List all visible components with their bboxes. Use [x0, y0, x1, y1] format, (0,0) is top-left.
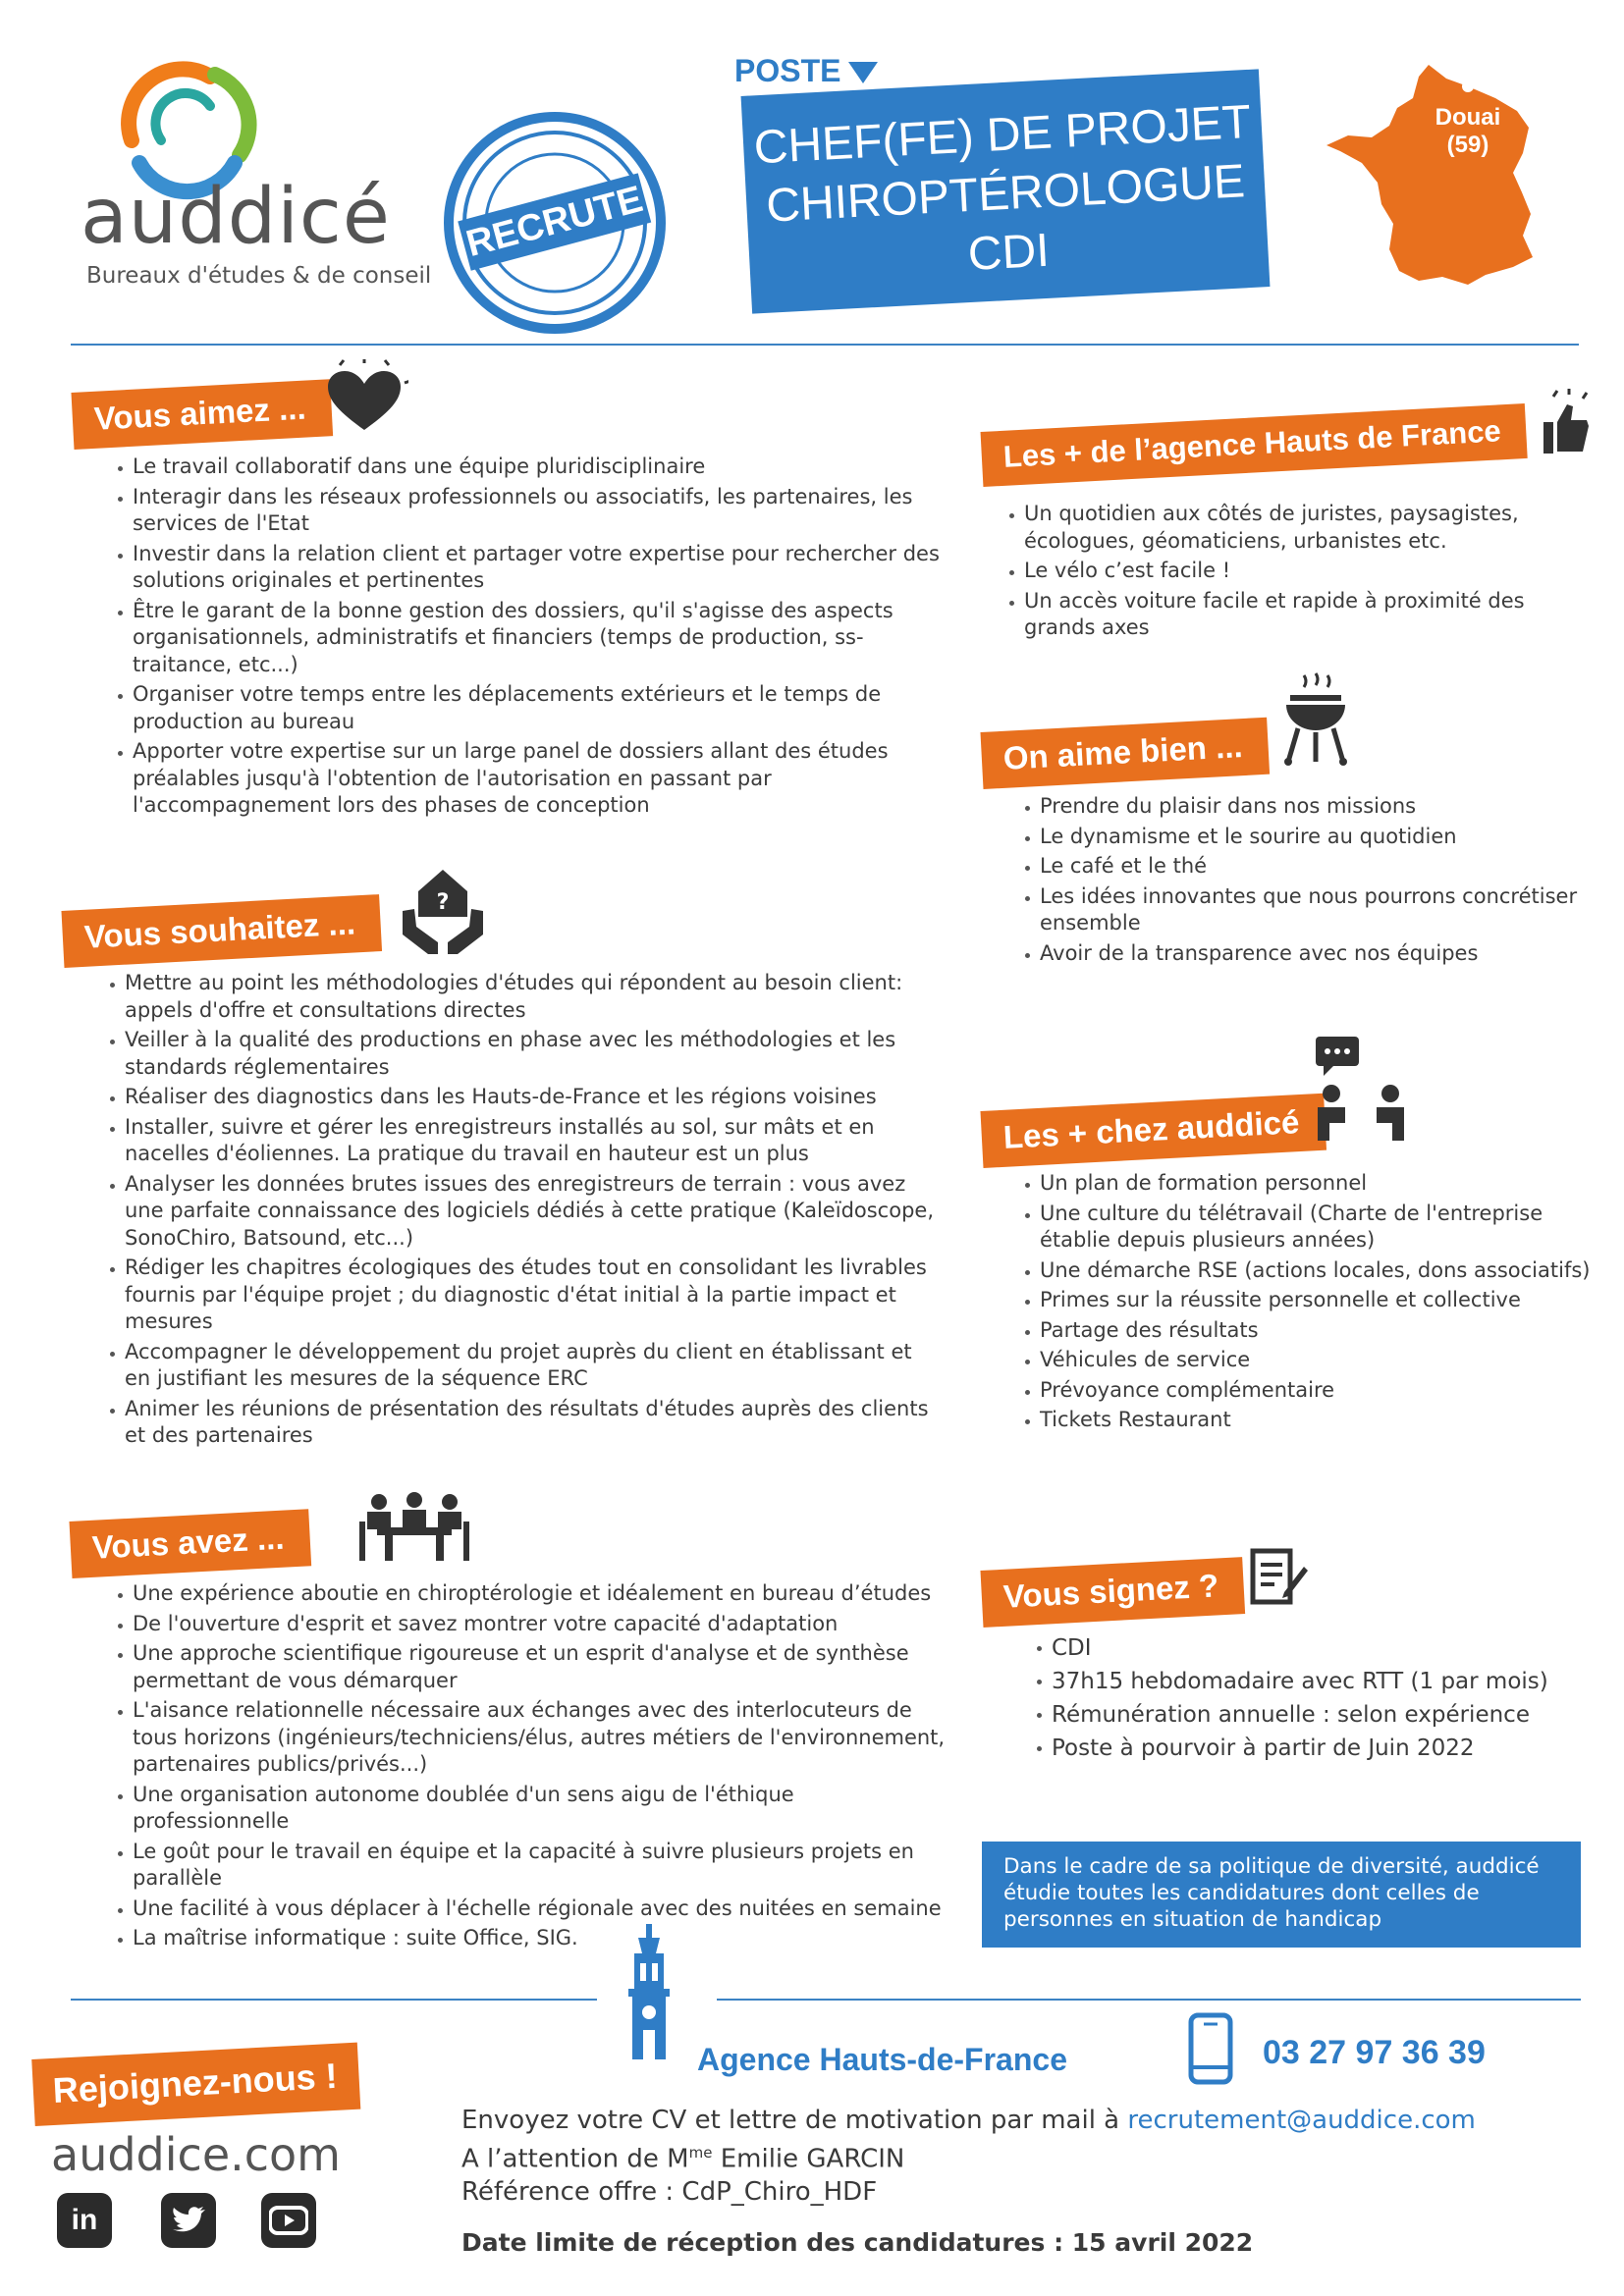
recrute-stamp [442, 110, 668, 336]
section-tag-vous-souhaitez: Vous souhaitez ... [61, 894, 382, 968]
list-item: Une démarche RSE (actions locales, dons associatifs) [1023, 1257, 1602, 1285]
svg-text:?: ? [436, 890, 450, 915]
list-item: Être le garant de la bonne gestion des dossiers, qu'il s'agisse des aspects organisationnels, administratifs et financiers (temps de production, ss-traitance, etc...) [116, 598, 941, 679]
phone-icon [1188, 2012, 1233, 2085]
send-line: Envoyez votre CV et lettre de motivation par mail à recrutement@auddice.com [461, 2106, 1476, 2135]
list-item: Investir dans la relation client et partager votre expertise pour rechercher des solutions originales et pertinentes [116, 541, 941, 595]
list-item: Prendre du plaisir dans nos missions [1023, 793, 1602, 821]
location-city: Douai [1435, 104, 1501, 131]
list-item: CDI [1035, 1633, 1585, 1664]
stamp-text: RECRUTE [461, 178, 647, 266]
list-item: Les idées innovantes que nous pourrons concrétiser ensemble [1023, 883, 1602, 937]
list-item: Interagir dans les réseaux professionnels ou associatifs, les partenaires, les services de l'Etat [116, 484, 941, 538]
list-item: Une facilité à vous déplacer à l'échelle régionale avec des nuitées en semaine [116, 1896, 950, 1923]
youtube-icon[interactable] [261, 2193, 316, 2248]
list-item: Véhicules de service [1023, 1347, 1602, 1374]
list-item: Avoir de la transparence avec nos équipes [1023, 940, 1602, 968]
thumbs-up-icon [1534, 389, 1593, 457]
list-item: Poste à pourvoir à partir de Juin 2022 [1035, 1734, 1585, 1764]
list-item: Le vélo c’est facile ! [1007, 558, 1597, 585]
list-item: Un plan de formation personnel [1023, 1170, 1602, 1198]
list-item: Un accès voiture facile et rapide à proximité des grands axes [1007, 588, 1597, 642]
list-chez [1023, 1170, 1602, 1437]
list-item: Prévoyance complémentaire [1023, 1377, 1602, 1405]
list-item: Installer, suivre et gérer les enregistreurs installés au sol, sur mâts et en nacelles d'éoliennes. La pratique du travail en hauteur est un plus [108, 1114, 943, 1168]
list-item: Le café et le thé [1023, 853, 1602, 881]
logo [81, 47, 434, 293]
list-item: Une organisation autonome doublée d'un sens aigu de l'éthique professionnelle [116, 1782, 950, 1836]
list-item: Rémunération annuelle : selon expérience [1035, 1700, 1585, 1731]
list-item: Apporter votre expertise sur un large panel de dossiers allant des études préalables jusqu'à l'obtention de l'autorisation en passant par l'accompagnement lors des phases de conception [116, 738, 941, 820]
job-title [741, 71, 1271, 311]
contact-block [461, 2105, 1581, 2259]
list-item: 37h15 hebdomadaire avec RTT (1 par mois) [1035, 1667, 1585, 1697]
list-item: La maîtrise informatique : suite Office, SIG. [116, 1925, 950, 1952]
list-item: Le goût pour le travail en équipe et la capacité à suivre plusieurs projets en parallèle [116, 1839, 950, 1893]
contract-icon [1249, 1547, 1308, 1610]
list-on-aime [1023, 793, 1602, 970]
section-tag-chez: Les + chez auddicé [980, 1094, 1326, 1168]
section-tag-vous-aimez: Vous aimez ... [71, 379, 332, 450]
list-item: Le dynamisme et le sourire au quotidien [1023, 824, 1602, 851]
agency-name: Agence Hauts-de-France [697, 2042, 1067, 2077]
list-item: Réaliser des diagnostics dans les Hauts-de-France et les régions voisines [108, 1084, 943, 1111]
divider-top [71, 344, 1579, 346]
triangle-down-icon [848, 60, 878, 83]
people-chat-icon [1312, 1035, 1410, 1143]
twitter-icon[interactable] [161, 2193, 216, 2248]
job-title-line-3: CDI [966, 224, 1051, 282]
house-hands-icon [399, 866, 487, 956]
list-item: Une culture du télétravail (Charte de l'entreprise établie depuis plusieurs années) [1023, 1201, 1602, 1255]
list-item: Organiser votre temps entre les déplacements extérieurs et le temps de production au bureau [116, 681, 941, 735]
belfry-icon [624, 1924, 674, 2061]
list-item: Tickets Restaurant [1023, 1407, 1602, 1434]
list-agence [1007, 501, 1597, 645]
list-item: Le travail collaboratif dans une équipe pluridisciplinaire [116, 454, 941, 481]
list-item: Une expérience aboutie en chiroptérologie et idéalement en bureau d’études [116, 1580, 950, 1608]
section-tag-on-aime: On aime bien ... [980, 718, 1270, 789]
diversity-box [982, 1842, 1581, 1948]
poste-label: POSTE [734, 53, 878, 89]
barbecue-icon [1276, 671, 1355, 766]
list-item: Rédiger les chapitres écologiques des études tout en consolidant les livrables fournis par l'équipe projet ; du diagnostic d'état initial à la partie impact et mesures [108, 1255, 943, 1336]
phone-number: 03 27 97 36 39 [1263, 2034, 1486, 2071]
website-link[interactable]: auddice.com [51, 2128, 341, 2181]
section-tag-agence: Les + de l’agence Hauts de France [981, 403, 1529, 487]
france-map [1321, 57, 1556, 293]
section-tag-signez: Vous signez ? [980, 1557, 1245, 1628]
list-item: Accompagner le développement du projet auprès du client en établissant et en justifiant les mesures de la séquence ERC [108, 1339, 943, 1393]
job-title-line-2: CHIROPTÉROLOGUE [765, 155, 1247, 233]
deadline-line: Date limite de réception des candidatures : 15 avril 2022 [461, 2227, 1254, 2257]
list-item: Mettre au point les méthodologies d'études qui répondent au besoin client: appels d'offre et consultations directes [108, 970, 943, 1024]
divider-bottom-right [717, 1999, 1581, 2001]
diversity-text: Dans le cadre de sa politique de diversité, auddicé étudie toutes les candidatures dont celles de personnes en situation de handicap [1003, 1854, 1540, 1932]
logo-tagline: Bureaux d'études & de conseil [86, 263, 432, 289]
join-tag: Rejoignez-nous ! [31, 2043, 360, 2126]
list-item: Veiller à la qualité des productions en phase avec les méthodologies et les standards réglementaires [108, 1027, 943, 1081]
reference-line: Référence offre : CdP_Chiro_HDF [461, 2176, 878, 2207]
list-item: L'aisance relationnelle nécessaire aux échanges avec des interlocuteurs de tous horizons (ingénieurs/techniciens/élus, autres métiers de l'environnement, partenaires publics/privés...) [116, 1697, 950, 1779]
list-item: Un quotidien aux côtés de juristes, paysagistes, écologues, géomaticiens, urbanistes etc. [1007, 501, 1597, 555]
heart-icon [320, 359, 408, 438]
list-vous-avez [116, 1580, 950, 1955]
linkedin-icon[interactable]: in [57, 2193, 112, 2248]
list-vous-aimez [116, 454, 941, 823]
divider-bottom-left [71, 1999, 597, 2001]
list-item: Partage des résultats [1023, 1317, 1602, 1345]
location-dept: (59) [1446, 132, 1489, 158]
list-signez [1035, 1633, 1585, 1767]
list-vous-souhaitez [108, 970, 943, 1453]
list-item: De l'ouverture d'esprit et savez montrer votre capacité d'adaptation [116, 1611, 950, 1638]
list-item: Une approche scientifique rigoureuse et un esprit d'analyse et de synthèse permettant de vous démarquer [116, 1640, 950, 1694]
attention-line: A l’attention de $M^{me}$ Emilie GARCIN [461, 2144, 905, 2174]
france-map-icon [1321, 57, 1556, 293]
email-link[interactable]: recrutement@auddice.com [1127, 2106, 1476, 2135]
logo-wordmark: auddicé [81, 173, 391, 261]
list-item: Animer les réunions de présentation des résultats d'études auprès des clients et des partenaires [108, 1396, 943, 1450]
job-title-line-1: CHEF(FE) DE PROJET [752, 95, 1253, 175]
list-item: Primes sur la réussite personnelle et collective [1023, 1287, 1602, 1314]
section-tag-vous-avez: Vous avez ... [69, 1509, 310, 1578]
list-item: Analyser les données brutes issues des enregistreurs de terrain : vous avez une parfaite connaissance des logiciels dédiés à cette pratique (Kaleïdoscope, SonoChiro, Batsound, etc...) [108, 1171, 943, 1253]
team-meeting-icon [357, 1492, 471, 1563]
